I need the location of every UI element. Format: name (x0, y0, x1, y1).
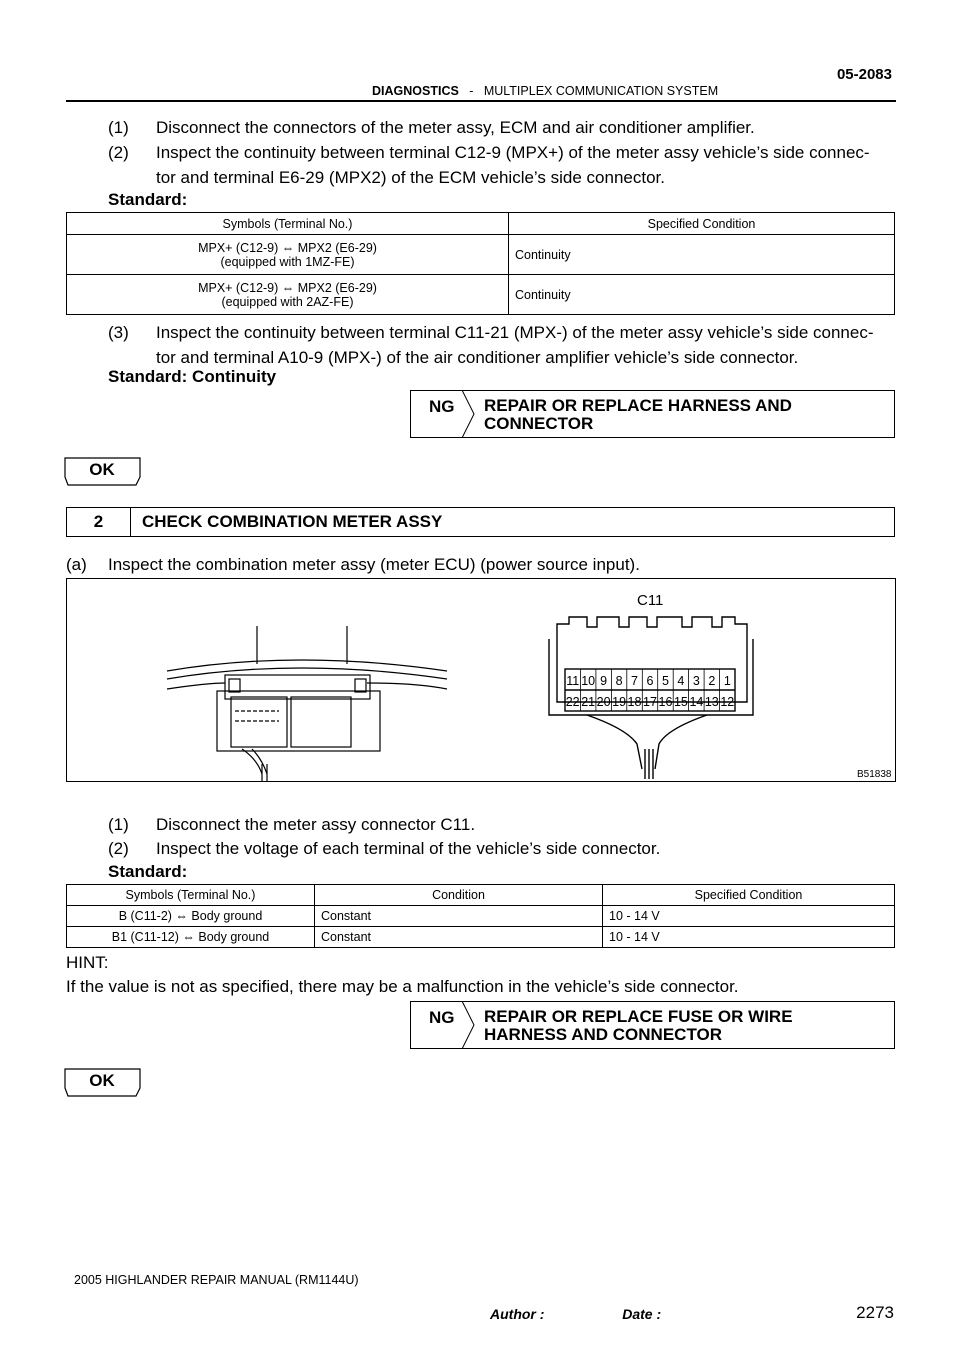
ng-action-line: HARNESS AND CONNECTOR (484, 1025, 723, 1044)
pin-number: 4 (677, 674, 685, 688)
pin-number: 6 (646, 674, 654, 688)
page-number: 05-2083 (836, 66, 892, 83)
hint-label: HINT: (66, 953, 109, 972)
pin-number: 11 (566, 674, 580, 688)
table-row (67, 906, 895, 927)
connector-label: C11 (637, 592, 664, 609)
header-section: DIAGNOSTICS (372, 84, 459, 98)
pin-number: 3 (692, 674, 700, 688)
pin-number: 9 (600, 674, 608, 688)
ok-label: OK (89, 1071, 115, 1090)
instruction-text: Disconnect the connectors of the meter assy, ECM and air conditioner amplifier. (156, 118, 755, 137)
pin-number: 22 (565, 695, 580, 709)
table-header: Specified Condition (509, 213, 895, 235)
standard-label: Standard: (108, 862, 188, 881)
step-title: CHECK COMBINATION METER ASSY (142, 512, 443, 531)
instruction-text: Inspect the combination meter assy (meter ECU) (power source input). (108, 555, 640, 574)
standard-continuity: Standard: Continuity (108, 367, 277, 386)
table-cell: Continuity (509, 235, 895, 275)
table-cell: B1 (C11-12) ⇔ Body ground (67, 927, 315, 948)
table-cell: Constant (315, 906, 603, 927)
instruction-text: tor and terminal E6-29 (MPX2) of the ECM vehicle’s side connector. (156, 168, 665, 187)
ng-arrow-icon (411, 390, 481, 438)
ng-arrow-icon (411, 1001, 481, 1049)
symbol-line: (equipped with 2AZ-FE) (221, 294, 354, 309)
symbol-line: (equipped with 1MZ-FE) (220, 254, 355, 269)
pin-number: 8 (615, 674, 623, 688)
symbol-line: MPX+ (C12-9) ⇔ MPX2 (E6-29) (198, 280, 377, 295)
hint-text: If the value is not as specified, there may be a malfunction in the vehicle’s side connector. (66, 977, 739, 996)
header-separator: - (469, 84, 474, 98)
connector-figure (66, 578, 896, 782)
instruction-3 (108, 320, 898, 370)
ng-action-text (484, 397, 889, 433)
continuity-table (66, 212, 895, 315)
step-header (66, 507, 895, 537)
table-header: Specified Condition (603, 885, 895, 906)
instruction-text: Inspect the voltage of each terminal of the vehicle’s side connector. (156, 839, 661, 858)
table-cell: 10 - 14 V (603, 927, 895, 948)
ng-result-box (410, 1001, 895, 1049)
pin-number: 20 (596, 695, 611, 709)
instruction-text: Disconnect the meter assy connector C11. (156, 815, 476, 834)
manual-footer: 2005 HIGHLANDER REPAIR MANUAL (RM1144U) (74, 1273, 359, 1287)
pin-number: 14 (689, 695, 704, 709)
pin-number: 19 (612, 695, 627, 709)
pin-number: 21 (581, 695, 596, 709)
ng-action-line: REPAIR OR REPLACE HARNESS AND (484, 396, 792, 415)
instruction-number: (1) (108, 118, 129, 137)
author-date: Author : Date : (490, 1306, 662, 1322)
instruction-number: (3) (108, 323, 129, 342)
voltage-table (66, 884, 895, 948)
pin-number: 12 (720, 695, 735, 709)
instruction-1 (108, 115, 898, 140)
pin-number: 2 (708, 674, 716, 688)
table-cell (67, 235, 509, 275)
table-row (67, 927, 895, 948)
header-title (372, 84, 718, 98)
table-cell: Constant (315, 927, 603, 948)
instruction-text: Inspect the continuity between terminal C11-21 (MPX-) of the meter assy vehicle’s side connec- (156, 323, 874, 342)
pin-number: 18 (627, 695, 642, 709)
standard-label: Standard: (108, 190, 188, 209)
pin-number: 1 (723, 674, 731, 688)
symbol-line: MPX+ (C12-9) ⇔ MPX2 (E6-29) (198, 240, 377, 255)
meter-connector-diagram (67, 579, 895, 781)
table-row (67, 275, 895, 315)
pin-number: 15 (673, 695, 688, 709)
table-header: Symbols (Terminal No.) (67, 885, 315, 906)
figure-id: B51838 (857, 769, 892, 780)
instruction-2 (108, 140, 898, 190)
instruction-2-2 (108, 836, 898, 861)
table-row (67, 235, 895, 275)
ng-result-box (410, 390, 895, 438)
table-cell: Continuity (509, 275, 895, 315)
pin-number: 5 (662, 674, 669, 688)
ng-label: NG (429, 397, 455, 416)
table-header: Condition (315, 885, 603, 906)
header-subsection: MULTIPLEX COMMUNICATION SYSTEM (483, 84, 719, 98)
table-cell (67, 275, 509, 315)
table-header: Symbols (Terminal No.) (67, 213, 509, 235)
pin-number: 16 (658, 695, 673, 709)
ng-action-line: REPAIR OR REPLACE FUSE OR WIRE (484, 1007, 793, 1026)
pin-number: 17 (643, 695, 657, 709)
instruction-text: tor and terminal A10-9 (MPX-) of the air conditioner amplifier vehicle’s side connector. (156, 348, 799, 367)
pin-number: 7 (631, 674, 638, 688)
instruction-text: Inspect the continuity between terminal C12-9 (MPX+) of the meter assy vehicle’s side connec- (156, 143, 870, 162)
instruction-number: (a) (66, 555, 87, 574)
ok-label: OK (89, 460, 115, 479)
pin-number: 10 (581, 674, 596, 688)
meter-assy-drawing (167, 626, 447, 781)
instruction-number: (1) (108, 815, 129, 834)
header-rule (66, 100, 896, 102)
instruction-number: (2) (108, 839, 129, 858)
pin-number: 13 (704, 695, 719, 709)
ng-action-line: CONNECTOR (484, 414, 594, 433)
step-number: 2 (67, 508, 131, 536)
instruction-number: (2) (108, 143, 129, 162)
instruction-2-1 (108, 812, 898, 837)
table-cell: 10 - 14 V (603, 906, 895, 927)
instruction-a (66, 552, 896, 577)
ng-label: NG (429, 1008, 455, 1027)
table-cell: B (C11-2) ⇔ Body ground (67, 906, 315, 927)
page-footer-number: 2273 (856, 1303, 894, 1322)
ng-action-text (484, 1008, 889, 1044)
